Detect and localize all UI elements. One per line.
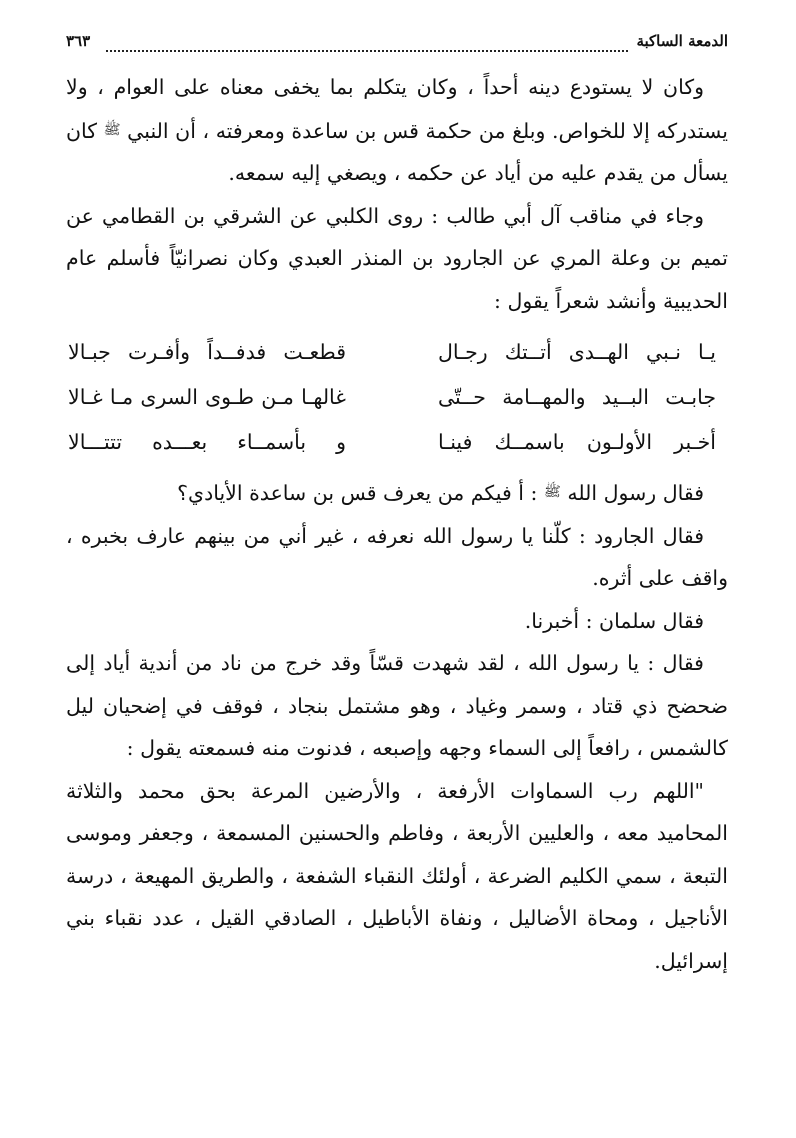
header-title: الدمعة الساكبة — [630, 32, 728, 50]
poem-verse — [66, 330, 728, 375]
paragraph-qus-wisdom — [66, 66, 728, 195]
page-number: ٣٦٣ — [66, 32, 96, 50]
paragraph-text: فقال رسول الله — [567, 481, 704, 505]
verse-first-hemistich: جابـت البــيد والمهــامة حــتّى — [437, 385, 716, 409]
salawat-symbol: ﷺ — [103, 121, 121, 138]
verse-second-hemistich: و بأسمــاء بعـــده تتتـــالا — [68, 430, 347, 454]
verse-second-hemistich: قطعـت فدفــداً وأفـرت جبـالا — [68, 340, 347, 364]
poem-verse — [66, 375, 728, 420]
dialogue-prophet-question — [66, 471, 728, 515]
verse-first-hemistich: يـا نـبي الهــدى أتــتك رجـال — [437, 340, 716, 364]
dialogue-salman: فقال سلمان : أخبرنا. — [524, 608, 704, 633]
paragraph-text: وكان لا يستودع دينه أحداً ، وكان يتكلم بما يخفى معناه على العوام ، ولا يستدركه إلا للخواص. وبلغ من حكمة قس بن ساعدة ومعرفته ، أن النبي — [66, 75, 728, 143]
running-header — [66, 30, 728, 58]
salawat-symbol: ﷺ — [543, 484, 561, 500]
paragraph-text: كان يسأل من يقدم عليه من أياد عن حكمه ، ويصغي إليه سمعه. — [66, 118, 728, 185]
poem — [66, 330, 728, 465]
header-dotted-rule — [106, 50, 628, 52]
poem-verse — [66, 420, 728, 465]
paragraph-manaqib: وجاء في مناقب آل أبي طالب : روى الكلبي عن الشرقي بن القطامي عن تميم بن وعلة المري عن الجارود بن المنذر العبدي وكان نصرانيّاً فأسلم عام الحديبية وأنشد شعراً يقول : — [66, 203, 728, 313]
paragraph-text: : أ فيكم من يعرف قس بن ساعدة الأيادي؟ — [177, 481, 538, 505]
verse-first-hemistich: أخـبر الأولـون باسمــك فينـا — [437, 430, 716, 454]
dialogue-jarud-answer: فقال الجارود : كلّنا يا رسول الله نعرفه ، غير أني من بينهم عارف بخبره ، واقف على أثره. — [66, 523, 728, 590]
body-text — [66, 66, 728, 982]
dialogue-jarud-story: فقال : يا رسول الله ، لقد شهدت قسّاً وقد خرج من ناد من أندية أياد إلى ضحضح ذي قتاد ، وسمر وغياد ، وهو مشتمل بنجاد ، فوقف في إضحيان ليل كالشمس ، رافعاً إلى السماء وجهه وإصبعه ، فدنوت منه فسمعته يقول : — [66, 651, 728, 760]
verse-second-hemistich: غالهـا مـن طـوى السرى مـا غـالا — [68, 385, 347, 409]
qus-prayer: "اللهم رب السماوات الأرفعة ، والأرضين المرعة بحق محمد والثلاثة المحاميد معه ، والعليين الأربعة ، وفاطم والحسنين المسمعة ، وجعفر وموسى التبعة ، سمي الكليم الضرعة ، أولئك النقباء الشفعة ، والطريق المهيعة ، درسة الأناجيل ، ومحاة الأضاليل ، ونفاة الأباطيل ، الصادقي القيل ، عدد نقباء بني إسرائيل. — [66, 778, 728, 973]
